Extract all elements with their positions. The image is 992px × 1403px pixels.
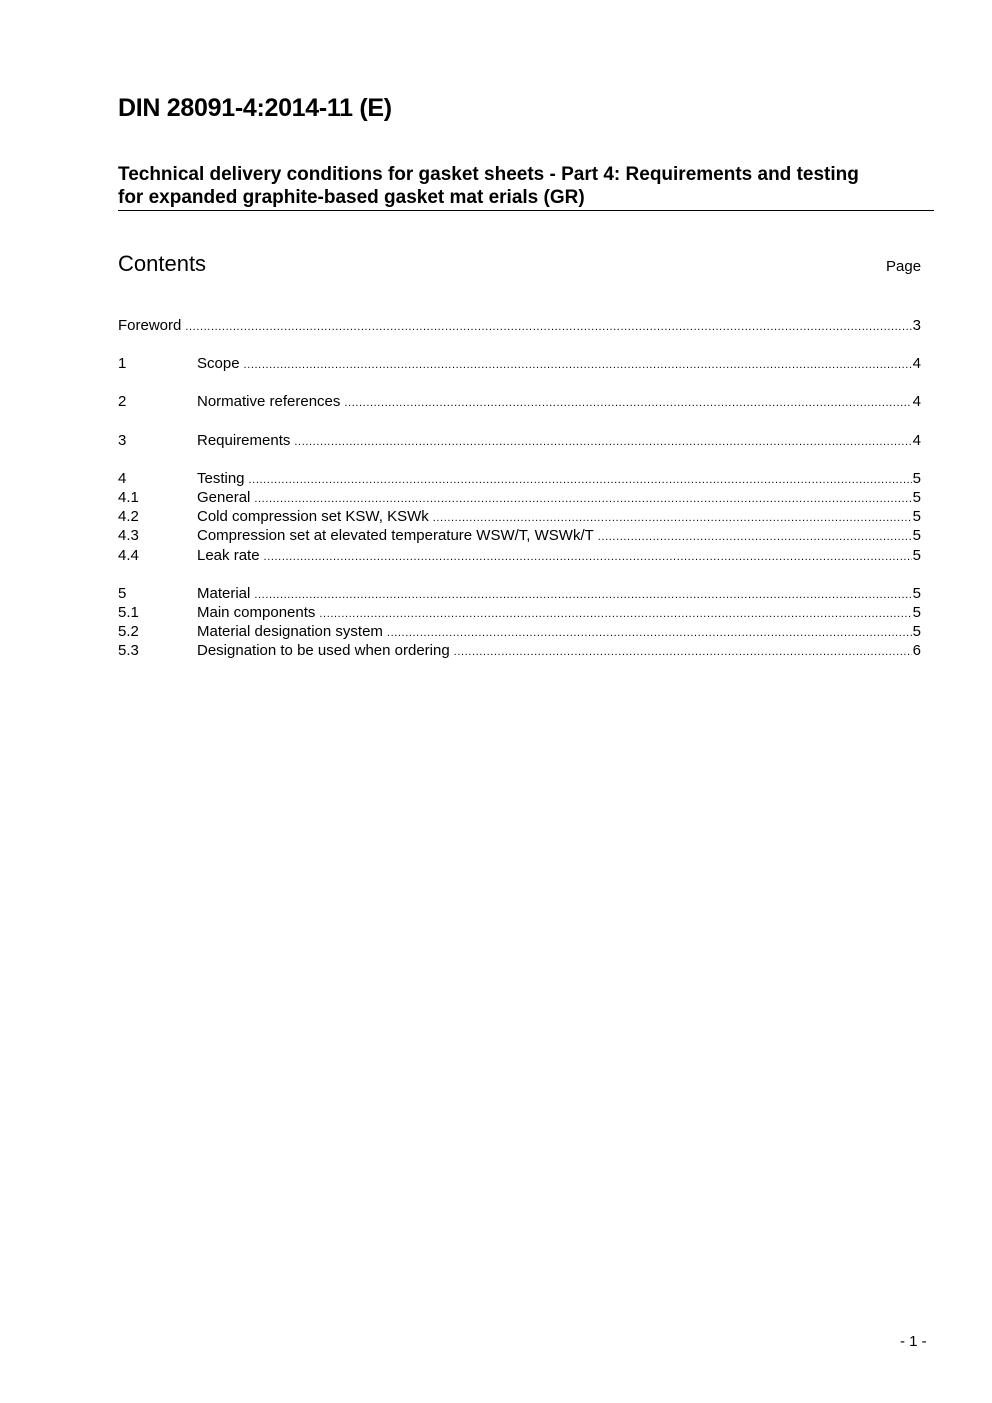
toc-dot-leader (244, 356, 912, 375)
toc-entry-title: Normative references (197, 393, 341, 410)
toc-entry-title: Designation to be used when ordering (197, 642, 450, 659)
toc-entry-page: 5 (912, 547, 921, 564)
toc-entry-title: Requirements (197, 432, 291, 449)
document-title-line-1: Technical delivery conditions for gasket sheets - Part 4: Requirements and testing (118, 164, 859, 185)
toc-entry-normative-references[interactable] (118, 392, 921, 411)
toc-entry-title: Leak rate (197, 547, 260, 564)
document-title-line-2: for expanded graphite-based gasket mat erials (GR) (118, 187, 585, 208)
toc-entry-page: 5 (912, 489, 921, 506)
toc-entry-cold-compression-set[interactable] (118, 507, 921, 526)
toc-entry-page: 5 (912, 527, 921, 544)
toc-entry-page: 5 (912, 508, 921, 525)
toc-entry-testing[interactable] (118, 469, 921, 488)
toc-entry-page: 6 (912, 642, 921, 659)
toc-entry-page: 4 (912, 355, 921, 372)
toc-entry-number: 5.1 (118, 604, 139, 621)
toc-entry-title: Compression set at elevated temperature WSW/T, WSWk/T (197, 527, 594, 544)
toc-entry-number: 2 (118, 393, 127, 410)
toc-entry-number: 1 (118, 355, 127, 372)
toc-entry-page: 4 (912, 393, 921, 410)
contents-heading: Contents (118, 251, 207, 276)
toc-entry-title: Testing (197, 470, 245, 487)
toc-entry-title: Material (197, 585, 251, 602)
toc-entry-page: 5 (912, 585, 921, 602)
toc-entry-number: 4.4 (118, 547, 139, 564)
toc-dot-leader (344, 394, 911, 413)
toc-entry-number: 5.2 (118, 623, 139, 640)
toc-dot-leader (454, 643, 912, 662)
page-number: - 1 - (900, 1333, 927, 1350)
toc-entry-number: 5.3 (118, 642, 139, 659)
toc-entry-page: 5 (912, 604, 921, 621)
title-divider (118, 210, 934, 211)
document-title (118, 163, 918, 209)
toc-entry-requirements[interactable] (118, 431, 921, 450)
toc-entry-page: 5 (912, 470, 921, 487)
toc-entry-page: 5 (912, 623, 921, 640)
toc-entry-designation-ordering[interactable] (118, 641, 921, 660)
toc-entry-title: General (197, 489, 251, 506)
toc-entry-main-components[interactable] (118, 603, 921, 622)
document-id: DIN 28091-4:2014-11 (E) (118, 94, 392, 122)
toc-entry-number: 4.2 (118, 508, 139, 525)
toc-entry-number: 4.3 (118, 527, 139, 544)
toc-entry-material-designation-system[interactable] (118, 622, 921, 641)
toc-entry-page: 4 (912, 432, 921, 449)
toc-dot-leader (294, 433, 911, 452)
toc-dot-leader (264, 548, 912, 567)
toc-entry-leak-rate[interactable] (118, 546, 921, 565)
toc-entry-number: 4 (118, 470, 127, 487)
toc-entry-title: Cold compression set KSW, KSWk (197, 508, 429, 525)
toc-entry-scope[interactable] (118, 354, 921, 373)
toc-entry-title: Scope (197, 355, 240, 372)
toc-dot-leader (598, 528, 912, 547)
toc-entry-compression-set-elevated[interactable] (118, 526, 921, 545)
toc-entry-number: 4.1 (118, 489, 139, 506)
toc-entry-title: Foreword (118, 317, 182, 334)
page-column-heading: Page (886, 258, 922, 275)
toc-entry-number: 3 (118, 432, 127, 449)
toc-entry-material[interactable] (118, 584, 921, 603)
toc-entry-foreword[interactable] (118, 316, 921, 335)
toc-entry-title: Material designation system (197, 623, 383, 640)
toc-entry-title: Main components (197, 604, 316, 621)
toc-entry-number: 5 (118, 585, 127, 602)
toc-entry-general[interactable] (118, 488, 921, 507)
toc-dot-leader (185, 318, 911, 337)
toc-entry-page: 3 (912, 317, 921, 334)
